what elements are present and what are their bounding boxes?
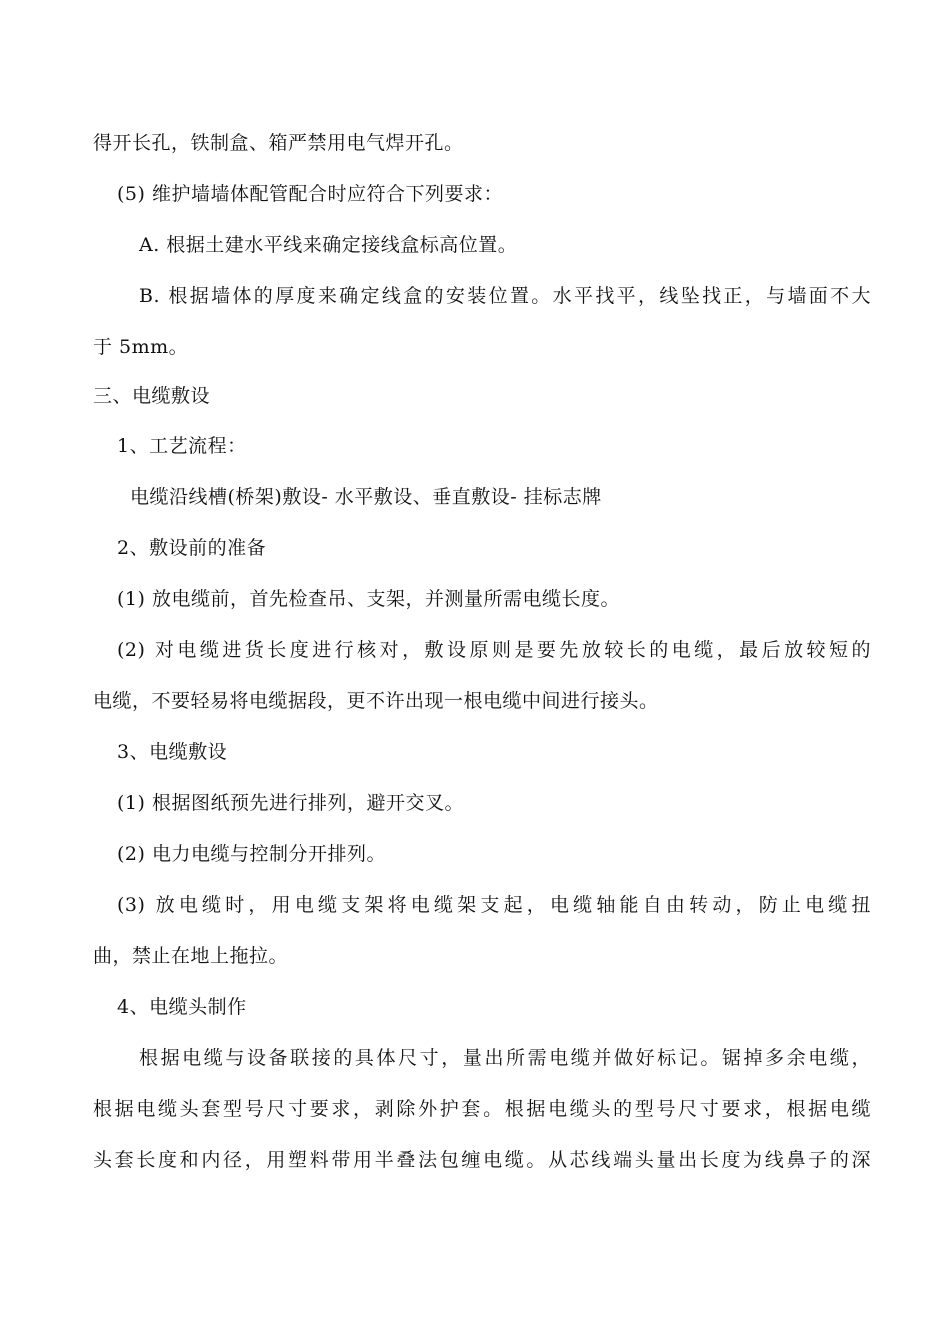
list-item: (3) 放电缆时，用电缆支架将电缆架支起，电缆轴能自由转动，防止电缆扭 bbox=[117, 894, 871, 916]
text-line: 电缆沿线槽(桥架)敷设- 水平敷设、垂直敷设- 挂标志牌 bbox=[130, 486, 602, 508]
text-line: 得开长孔，铁制盒、箱严禁用电气焊开孔。 bbox=[93, 132, 464, 154]
list-item: (2) 电力电缆与控制分开排列。 bbox=[117, 843, 386, 865]
text-line: 电缆，不要轻易将电缆据段，更不许出现一根电缆中间进行接头。 bbox=[93, 690, 659, 712]
text-line: 曲，禁止在地上拖拉。 bbox=[93, 945, 289, 967]
list-item: (5) 维护墙墙体配管配合时应符合下列要求： bbox=[117, 183, 503, 205]
list-item: B. 根据墙体的厚度来确定线盒的安装位置。水平找平，线坠找正，与墙面不大 bbox=[139, 285, 871, 307]
paragraph-line: 根据电缆头套型号尺寸要求，剥除外护套。根据电缆头的型号尺寸要求，根据电缆 bbox=[93, 1098, 871, 1120]
paragraph-line: 头套长度和内径，用塑料带用半叠法包缠电缆。从芯线端头量出长度为线鼻子的深 bbox=[93, 1149, 871, 1171]
paragraph-line: 根据电缆与设备联接的具体尺寸，量出所需电缆并做好标记。锯掉多余电缆， bbox=[139, 1047, 871, 1069]
list-item: (2) 对电缆进货长度进行核对，敷设原则是要先放较长的电缆，最后放较短的 bbox=[117, 639, 871, 661]
subsection-heading: 1、工艺流程： bbox=[117, 435, 247, 457]
list-item: (1) 放电缆前，首先检查吊、支架，并测量所需电缆长度。 bbox=[117, 588, 620, 610]
text-line: 于 5mm。 bbox=[93, 336, 189, 358]
section-heading: 三、电缆敷设 bbox=[93, 385, 211, 407]
subsection-heading: 3、电缆敷设 bbox=[117, 741, 228, 763]
list-item: (1) 根据图纸预先进行排列，避开交叉。 bbox=[117, 792, 464, 814]
list-item: A. 根据土建水平线来确定接线盒标高位置。 bbox=[139, 234, 518, 256]
subsection-heading: 4、电缆头制作 bbox=[117, 996, 247, 1018]
subsection-heading: 2、敷设前的准备 bbox=[117, 537, 267, 559]
